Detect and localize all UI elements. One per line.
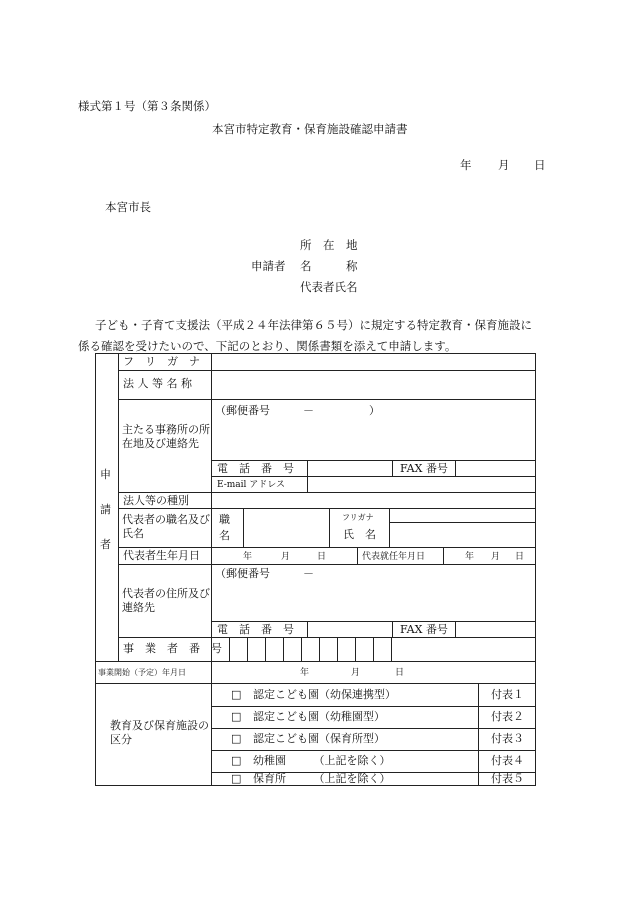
start-month: 月 (351, 668, 361, 678)
checkbox-5[interactable]: □ (231, 772, 242, 785)
birth-day: 日 (317, 552, 327, 562)
application-table (95, 353, 536, 786)
rep-address-label: 代表者の住所及び連絡先 (122, 587, 210, 614)
rep-title-name-label: 代表者の職名及び氏名 (122, 513, 210, 540)
applicant-address-label: 所 在 地 (300, 238, 358, 252)
date-year-label: 年 (460, 158, 472, 172)
appointed-year: 年 (465, 552, 475, 562)
body-text-line-1: 子ども・子育て支援法（平成２４年法律第６５号）に規定する特定教育・保育施設に (95, 318, 532, 332)
annex-3: 付表３ (491, 732, 524, 745)
annex-1: 付表１ (491, 688, 524, 701)
appointed-month: 月 (491, 552, 501, 562)
representative-label: 代表者氏名 (300, 280, 358, 294)
option-label-1: 認定こども園（幼保連携型） (253, 688, 396, 701)
fax-label-2: FAX 番号 (400, 623, 448, 636)
birth-year: 年 (243, 552, 253, 562)
body-text-line-2: 係る確認を受けたいので、下記のとおり、関係書類を添えて申請します。 (78, 339, 457, 353)
job-label-2: 名 (219, 529, 230, 542)
appointed-day: 日 (515, 552, 525, 562)
option-label-4: 幼稚園 （上記を除く） (253, 754, 391, 767)
tel-label-1: 電 話 番 号 (217, 462, 294, 475)
annex-5: 付表５ (491, 772, 524, 785)
annex-4: 付表４ (491, 754, 524, 767)
checkbox-2[interactable]: □ (231, 710, 242, 723)
applicant-name-label: 名 称 (300, 259, 358, 273)
option-label-3: 認定こども園（保育所型） (253, 732, 385, 745)
checkbox-4[interactable]: □ (231, 754, 242, 767)
document-title: 本宮市特定教育・保育施設確認申請書 (212, 122, 408, 136)
annex-2: 付表２ (491, 710, 524, 723)
side-label-shin: 申 (100, 468, 111, 481)
main-office-label: 主たる事務所の所在地及び連絡先 (122, 423, 210, 450)
rep-name-label: 氏 名 (343, 528, 376, 541)
postal-code-2: （郵便番号 － (215, 567, 314, 580)
job-label-1: 職 (219, 513, 230, 526)
start-year: 年 (300, 668, 310, 678)
option-label-2: 認定こども園（幼稚園型） (253, 710, 385, 723)
option-label-5: 保育所 （上記を除く） (253, 772, 391, 785)
postal-code-1: （郵便番号 － ） (215, 404, 380, 417)
checkbox-1[interactable]: □ (231, 688, 242, 701)
rep-appointed-label: 代表就任年月日 (362, 552, 426, 562)
facility-type-label: 教育及び保育施設の区分 (110, 719, 209, 746)
side-label-sei: 請 (100, 503, 111, 516)
tel-label-2: 電 話 番 号 (217, 623, 294, 636)
rep-birth-label: 代表者生年月日 (123, 549, 200, 562)
form-number: 様式第１号（第３条関係） (78, 99, 216, 113)
fax-label-1: FAX 番号 (400, 462, 448, 475)
corp-type-label: 法人等の種別 (123, 494, 189, 507)
date-month-label: 月 (498, 158, 510, 172)
start-date-label: 事業開始（予定）年月日 (98, 668, 186, 677)
addressee: 本宮市長 (105, 200, 151, 214)
rep-furigana-label: フリガナ (342, 513, 374, 522)
checkbox-3[interactable]: □ (231, 732, 242, 745)
side-label-sha: 者 (100, 538, 111, 551)
date-day-label: 日 (534, 158, 546, 172)
furigana-label: フ リ ガ ナ (123, 355, 200, 368)
corp-name-label: 法 人 等 名 称 (123, 377, 192, 390)
email-label: E-mail アドレス (217, 480, 286, 490)
business-number-label: 事 業 者 番 号 (123, 642, 222, 655)
applicant-label: 申請者 (251, 259, 286, 273)
start-day: 日 (395, 668, 405, 678)
birth-month: 月 (281, 552, 291, 562)
